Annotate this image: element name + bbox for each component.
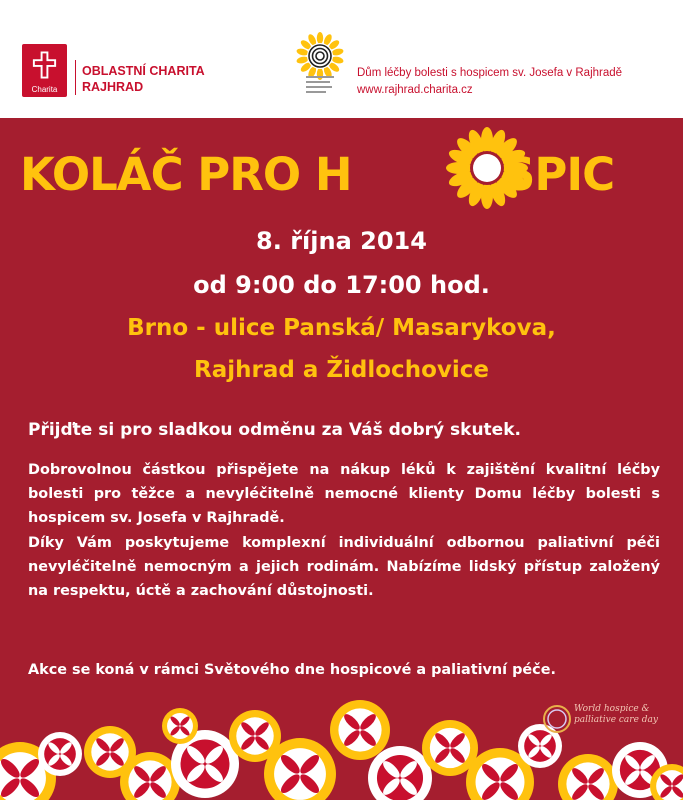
title-part2: SPIC: [503, 148, 615, 201]
hospic-url[interactable]: www.rajhrad.charita.cz: [357, 84, 473, 96]
event-date: 8. října 2014: [256, 227, 427, 255]
charita-logo-label: Charita: [31, 85, 58, 94]
org-name-line1: OBLASTNÍ CHARITA: [82, 64, 205, 78]
body-text: [28, 458, 660, 603]
header: [0, 0, 683, 118]
org-name-line2: RAJHRAD: [82, 80, 144, 94]
paragraph-1: Dobrovolnou částkou přispějete na nákup léků k zajištění kvalitní léčby bolesti pro těžce a nevyléčitelně nemocné klienty Domu léčby bolesti s hospicem sv. Josefa v Rajhradě.: [28, 462, 660, 527]
paragraph-2: Díky Vám poskytujeme komplexní individuální odbornou paliativní péči nevyléčitelně nemocným a jejich rodinám. Nabízíme lidský přístup založený na respektu, úctě a zachování důstojnosti.: [28, 534, 660, 600]
hospic-sun-logo-icon: [292, 30, 348, 102]
hospic-name: Dům léčby bolesti s hospicem sv. Josefa v Rajhradě: [357, 67, 623, 79]
whd-line2: palliative care day: [574, 715, 659, 725]
lead-text: Přijďte si pro sladkou odměnu za Váš dobrý skutek.: [28, 420, 521, 440]
org-name: [82, 63, 205, 95]
sun-ray: [317, 68, 323, 80]
hospic-info: [357, 65, 622, 99]
charita-logo: [22, 44, 67, 97]
event-place-line1: Brno - ulice Panská/ Masarykova,: [127, 315, 556, 341]
org-divider: [75, 60, 76, 95]
whd-line1: World hospice &: [574, 704, 650, 714]
event-place-line2: Rajhrad a Židlochovice: [194, 357, 489, 383]
event-time: od 9:00 do 17:00 hod.: [193, 271, 490, 299]
charita-cross-icon: [30, 50, 59, 80]
closing-text: Akce se koná v rámci Světového dne hospicové a paliativní péče.: [28, 662, 556, 678]
sun-ray: [317, 32, 323, 44]
event-title: [0, 148, 683, 208]
world-hospice-day-text: [574, 704, 658, 726]
title-part1: KOLÁČ PRO H: [20, 148, 352, 201]
